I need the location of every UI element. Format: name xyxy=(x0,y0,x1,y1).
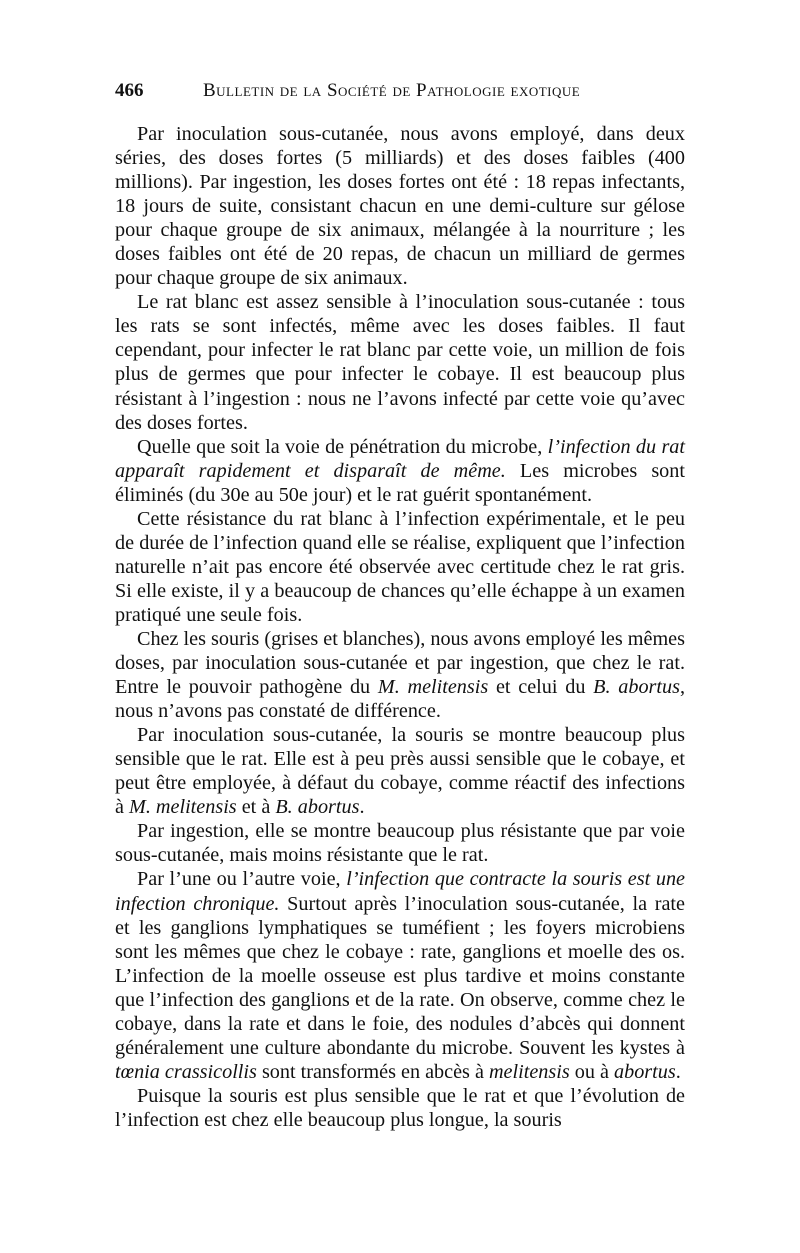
paragraph: Par l’une ou l’autre voie, l’infection que contracte la souris est une infection chronique. Surtout après l’inoculation sous-cutanée, la rate et les ganglions lymphatiques se tuméfient ; les foyers microbiens sont les mêmes que chez le cobaye : rate, ganglions et moelle des os. L’infection de la moelle osseuse est plus tardive et moins constante que l’infection des ganglions et de la rate. On observe, comme chez le cobaye, dans la rate et dans le foie, des nodules d’abcès qui donnent généralement une culture abondante du microbe. Souvent les kystes à tœnia crassicollis sont transformés en abcès à melitensis ou à abortus. xyxy=(115,868,685,1083)
paragraph: Par inoculation sous-cutanée, la souris se montre beaucoup plus sensible que le rat. Elle est à peu près aussi sensible que le cobaye, et peut être employée, à défaut du cobaye, comme réactif des infections à M. melitensis et à B. abortus. xyxy=(115,724,685,819)
paragraph: Par inoculation sous-cutanée, nous avons employé, dans deux séries, des doses fortes (5 milliards) et des doses faibles (400 millions). Par ingestion, les doses fortes ont été : 18 repas infectants, 18 jours de suite, consistant chacun en une demi-culture sur gélose pour chaque groupe de six animaux, mélangée à la nourriture ; les doses faibles ont été de 20 repas, de chacun un milliard de germes pour chaque groupe de six animaux. xyxy=(115,123,685,290)
italic-text: M. melitensis xyxy=(377,676,489,699)
running-head xyxy=(115,76,685,106)
journal-title: Bulletin de la Société de Pathologie exotique xyxy=(203,80,581,101)
body-text xyxy=(115,122,685,1132)
italic-text: melitensis xyxy=(488,1060,570,1083)
paragraph: Par ingestion, elle se montre beaucoup plus résistante que par voie sous-cutanée, mais moins résistante que le rat. xyxy=(115,820,685,867)
italic-text: tœnia crassicollis xyxy=(115,1060,257,1083)
paragraph: Puisque la souris est plus sensible que le rat et que l’évolution de l’infection est chez elle beaucoup plus longue, la souris xyxy=(115,1084,685,1131)
page-number: 466 xyxy=(115,80,144,101)
paragraph: Cette résistance du rat blanc à l’infection expérimentale, et le peu de durée de l’infection quand elle se réalise, expliquent que l’infection naturelle n’ait pas encore été observée avec certitude chez le rat gris. Si elle existe, il y a beaucoup de chances qu’elle échappe à un examen pratiqué une seule fois. xyxy=(115,507,685,626)
italic-text: abortus xyxy=(614,1060,676,1083)
italic-text: l’infection du rat apparaît rapidement et disparaît de même. xyxy=(115,435,686,482)
italic-text: B. abortus xyxy=(593,676,680,699)
italic-text: M. melitensis xyxy=(129,796,237,819)
italic-text: B. abortus xyxy=(275,796,360,819)
italic-text: l’infection que contracte la souris est une infection chronique. xyxy=(115,868,685,915)
paragraph: Quelle que soit la voie de pénétration du microbe, l’infection du rat apparaît rapidement et disparaît de même. Les microbes sont éliminés (du 30e au 50e jour) et le rat guérit spontanément. xyxy=(115,435,686,506)
paragraph: Chez les souris (grises et blanches), nous avons employé les mêmes doses, par inoculation sous-cutanée et par ingestion, que chez le rat. Entre le pouvoir pathogène du M. melitensis et celui du B. abortus, nous n’avons pas constaté de différence. xyxy=(115,627,686,723)
paragraph: Le rat blanc est assez sensible à l’inoculation sous-cutanée : tous les rats se sont infectés, même avec les doses faibles. Il faut cependant, pour infecter le rat blanc par cette voie, un million de fois plus de germes que pour infecter le cobaye. Il est beaucoup plus résistant à l’ingestion : nous ne l’avons infecté par cette voie qu’avec des doses fortes. xyxy=(115,291,685,434)
